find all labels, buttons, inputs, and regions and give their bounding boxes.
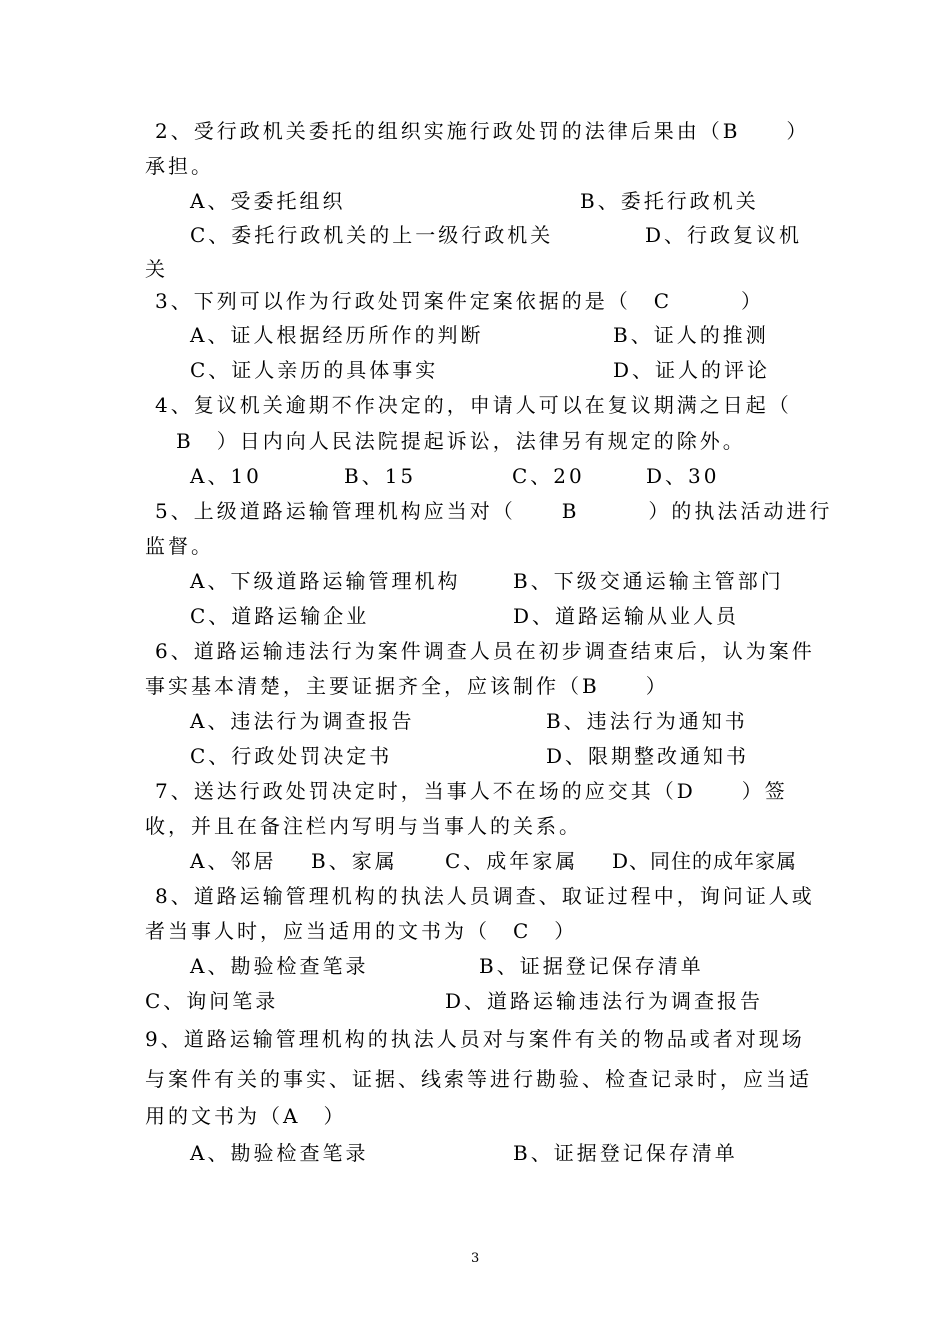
question-5-option-c: C、道路运输企业: [190, 604, 370, 628]
question-6-option-d: D、限期整改通知书: [546, 744, 750, 768]
question-3-line-1: 3、下列可以作为行政处罚案件定案依据的是（ C ）: [155, 289, 765, 313]
question-6-line-2: 事实基本清楚，主要证据齐全，应该制作（B ）: [145, 674, 669, 698]
question-8-option-a: A、勘验检查笔录: [190, 954, 369, 978]
question-3-option-a: A、证人根据经历所作的判断: [190, 323, 484, 347]
question-9-option-b: B、证据登记保存清单: [513, 1141, 738, 1165]
question-2-option-d-cont: 关: [145, 257, 168, 281]
question-9-line-1: 9、道路运输管理机构的执法人员对与案件有关的物品或者对现场: [145, 1027, 805, 1051]
question-3-option-d: D、证人的评论: [613, 358, 771, 382]
question-3-option-c: C、证人亲历的具体事实: [190, 358, 439, 382]
question-2-line-2: 承担。: [145, 154, 214, 178]
question-4-option-d: D、30: [646, 464, 720, 488]
question-5-line-2: 监督。: [145, 534, 214, 558]
question-7-option-c: C、成年家属: [445, 849, 579, 873]
question-8-option-c: C、询问笔录: [145, 989, 279, 1013]
question-5-option-a: A、下级道路运输管理机构: [190, 569, 461, 593]
question-2-option-b: B、委托行政机关: [580, 189, 759, 213]
question-3-option-b: B、证人的推测: [613, 323, 769, 347]
question-9-option-a: A、勘验检查笔录: [190, 1141, 369, 1165]
question-2-option-c: C、委托行政机关的上一级行政机关: [190, 223, 554, 247]
question-9-line-3: 用的文书为（A ）: [145, 1104, 347, 1128]
question-2-option-a: A、受委托组织: [190, 189, 346, 213]
question-7-line-2: 收，并且在备注栏内写明与当事人的关系。: [145, 814, 582, 838]
question-9-line-2: 与案件有关的事实、证据、线索等进行勘验、检查记录时，应当适: [145, 1067, 812, 1091]
question-7-option-b: B、家属: [311, 849, 398, 873]
question-8-line-2: 者当事人时，应当适用的文书为（ C ）: [145, 919, 578, 943]
question-4-option-c: C、20: [512, 464, 585, 488]
question-8-option-b: B、证据登记保存清单: [479, 954, 704, 978]
question-4-option-b: B、15: [344, 464, 417, 488]
question-8-line-1: 8、道路运输管理机构的执法人员调查、取证过程中，询问证人或: [155, 884, 815, 908]
question-7-line-1: 7、送达行政处罚决定时，当事人不在场的应交其（D ）签: [155, 779, 788, 803]
question-8-option-d: D、道路运输违法行为调查报告: [445, 989, 764, 1013]
question-7-option-a: A、邻居: [190, 849, 277, 873]
question-4-option-a: A、10: [190, 464, 262, 488]
question-5-line-1: 5、上级道路运输管理机构应当对（ B ）的执法活动进行: [155, 499, 833, 523]
question-6-line-1: 6、道路运输违法行为案件调查人员在初步调查结束后，认为案件: [155, 639, 815, 663]
question-6-option-c: C、行政处罚决定书: [190, 744, 393, 768]
question-2-option-d: D、行政复议机: [645, 223, 803, 247]
question-5-option-b: B、下级交通运输主管部门: [513, 569, 784, 593]
question-7-option-d: D、同住的成年家属: [612, 849, 798, 873]
question-4-line-1: 4、复议机关逾期不作决定的，申请人可以在复议期满之日起（: [155, 393, 792, 417]
question-5-option-d: D、道路运输从业人员: [513, 604, 740, 628]
question-2-line-1: 2、受行政机关委托的组织实施行政处罚的法律后果由（B ）: [155, 119, 810, 143]
question-4-line-2: B ）日内向人民法院提起诉讼，法律另有规定的除外。: [176, 429, 746, 453]
question-6-option-b: B、违法行为通知书: [546, 709, 748, 733]
page-number: 3: [471, 1251, 480, 1266]
question-6-option-a: A、违法行为调查报告: [190, 709, 415, 733]
